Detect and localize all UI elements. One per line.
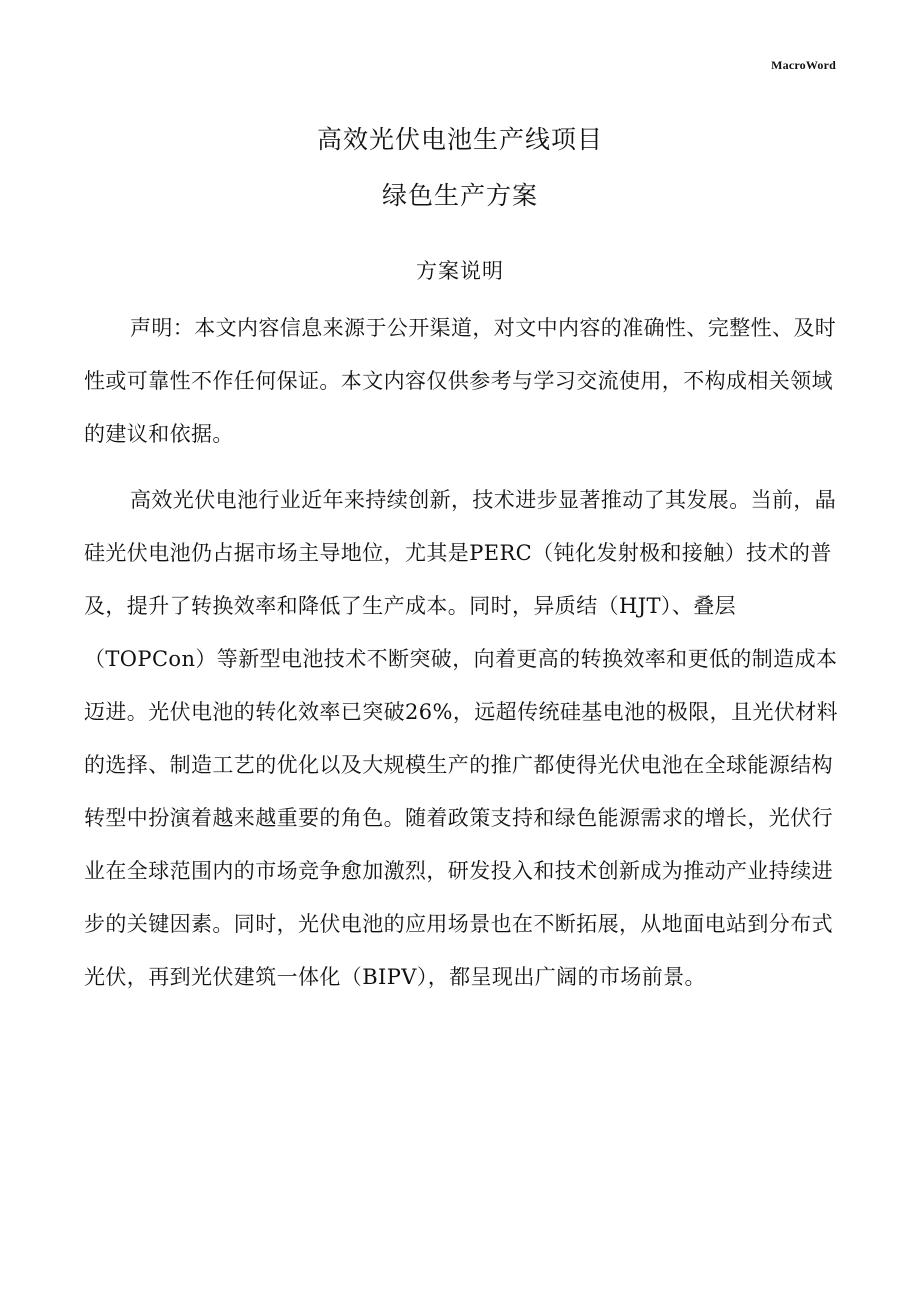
document-subtitle: 绿色生产方案 <box>381 181 538 210</box>
section-heading: 方案说明 <box>416 259 504 283</box>
industry-overview-paragraph: 高效光伏电池行业近年来持续创新，技术进步显著推动了其发展。当前，晶硅光伏电池仍占据市场主导地位，尤其是PERC（钝化发射极和接触）技术的普及，提升了转换效率和降低了生产成本。同时，异质结（HJT）、叠层（TOPCon）等新型电池技术不断突破，向着更高的转换效率和更低的制造成本迈进。光伏电池的转化效率已突破26%，远超传统硅基电池的极限，且光伏材料的选择、制造工艺的优化以及大规模生产的推广都使得光伏电池在全球能源结构转型中扮演着越来越重要的角色。随着政策支持和绿色能源需求的增长，光伏行业在全球范围内的市场竞争愈加激烈，研发投入和技术创新成为推动产业持续进步的关键因素。同时，光伏电池的应用场景也在不断拓展，从地面电站到分布式光伏，再到光伏建筑一体化（BIPV），都呈现出广阔的市场前景。 <box>84 488 839 989</box>
document-title: 高效光伏电池生产线项目 <box>316 125 603 154</box>
header-brand: MacroWord <box>771 58 836 72</box>
disclaimer-paragraph: 声明：本文内容信息来源于公开渠道，对文中内容的准确性、完整性、及时性或可靠性不作任何保证。本文内容仅供参考与学习交流使用，不构成相关领域的建议和依据。 <box>84 316 837 446</box>
